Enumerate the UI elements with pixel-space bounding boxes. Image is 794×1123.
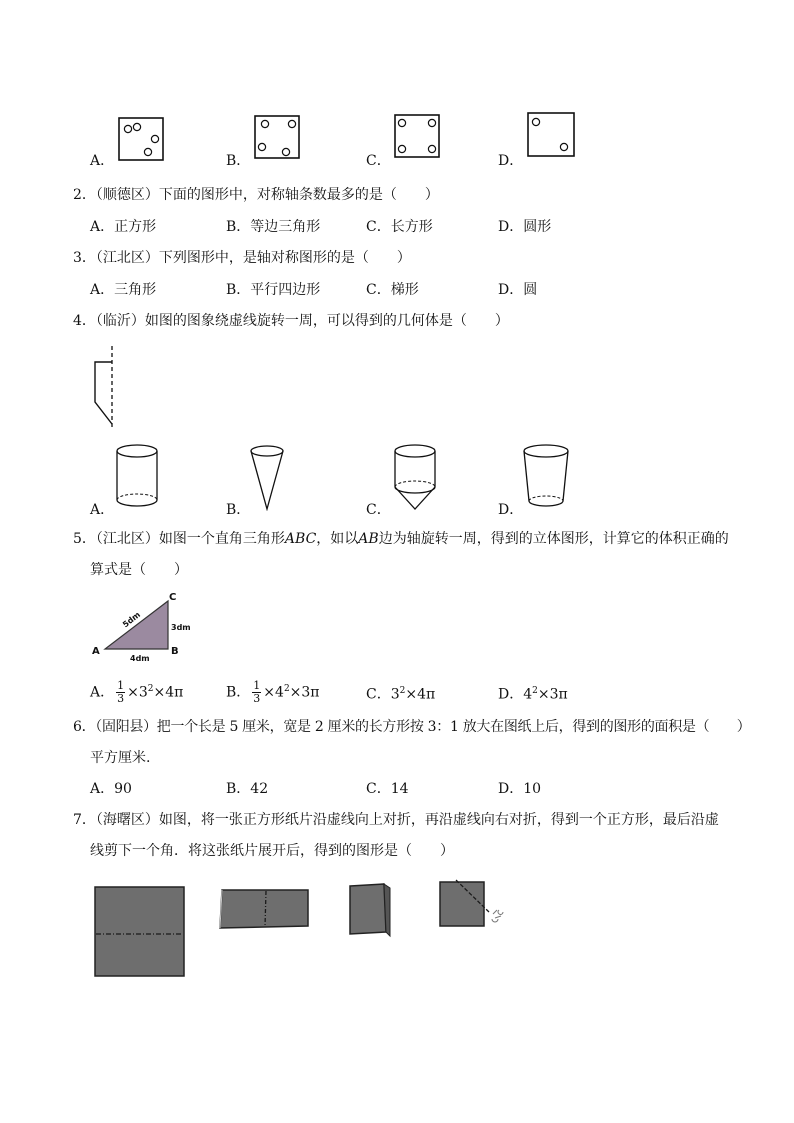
q6-stem-line2: 平方厘米. bbox=[90, 750, 151, 766]
fraction: $\frac{1}{3}$ bbox=[117, 679, 125, 706]
q2-option-c[interactable]: C．长方形 bbox=[366, 219, 433, 235]
q3-option-c[interactable]: C．梯形 bbox=[366, 282, 419, 298]
q2-option-a[interactable]: A．正方形 bbox=[90, 219, 157, 235]
q4-option-a-cylinder bbox=[114, 443, 160, 509]
q1-option-c[interactable]: C． bbox=[366, 153, 391, 169]
q7-step2-folded-up bbox=[218, 886, 312, 932]
q2-stem: 2．（顺德区）下面的图形中，对称轴条数最多的是（ ） bbox=[73, 187, 439, 203]
q5-option-d[interactable]: D．$4^2\times 3\pi$ bbox=[498, 686, 568, 703]
q2-option-b[interactable]: B．等边三角形 bbox=[226, 219, 321, 235]
q5-label-a: A bbox=[92, 646, 100, 657]
q5-right-triangle-figure bbox=[90, 588, 200, 666]
q1-option-d[interactable]: D． bbox=[498, 153, 524, 169]
q1-option-a-figure bbox=[118, 117, 164, 161]
q6-option-d[interactable]: D．10 bbox=[498, 781, 542, 797]
q4-option-d[interactable]: D． bbox=[498, 502, 524, 518]
q5-label-c: C bbox=[169, 592, 177, 603]
q1-option-a[interactable]: A． bbox=[90, 153, 115, 169]
q6-option-c[interactable]: C．14 bbox=[366, 781, 409, 797]
q3-option-b[interactable]: B．平行四边形 bbox=[226, 282, 321, 298]
q4-option-b[interactable]: B． bbox=[226, 502, 251, 518]
q3-stem: 3．（江北区）下列图形中，是轴对称图形的是（ ） bbox=[73, 250, 411, 266]
q4-option-b-cone bbox=[249, 443, 285, 511]
q7-step1-square-paper bbox=[94, 886, 186, 978]
q7-stem: 7．（海曙区）如图，将一张正方形纸片沿虚线向上对折，再沿虚线向右对折，得到一个正方形，最后沿虚 bbox=[73, 812, 719, 828]
q5-stem: 5．（江北区）如图一个直角三角形ABC，如以AB边为轴旋转一周，得到的立体图形，计算它的体积正确的 bbox=[73, 531, 729, 547]
fraction: $\frac{1}{3}$ bbox=[253, 679, 261, 706]
q1-option-d-figure bbox=[527, 112, 575, 158]
q1-option-b[interactable]: B． bbox=[226, 153, 251, 169]
q1-option-c-figure bbox=[394, 114, 440, 158]
q5-option-b[interactable]: B． $\frac{1}{3}$ $\times 4^2\times 3\pi$ bbox=[226, 679, 320, 706]
q5-stem-line2: 算式是（ ） bbox=[90, 562, 188, 578]
q1-option-b-figure bbox=[254, 115, 300, 159]
q7-stem-line2: 线剪下一个角．将这张纸片展开后，得到的图形是（ ） bbox=[90, 843, 454, 859]
q7-step3-folded-right bbox=[346, 882, 394, 940]
q5-option-c[interactable]: C．$3^2\times 4\pi$ bbox=[366, 686, 436, 703]
q5-label-b: B bbox=[171, 646, 179, 657]
q4-option-c-cylinder-cone bbox=[390, 443, 440, 515]
q5-option-a[interactable]: A． $\frac{1}{3}$ $\times 3^2\times 4\pi$ bbox=[90, 679, 184, 706]
q5-label-vertical: 3dm bbox=[171, 623, 191, 632]
q3-option-a[interactable]: A．三角形 bbox=[90, 282, 157, 298]
q6-option-a[interactable]: A．90 bbox=[90, 781, 132, 797]
q4-rotation-figure bbox=[86, 344, 118, 430]
q2-option-d[interactable]: D．圆形 bbox=[498, 219, 552, 235]
q7-step4-cut-corner bbox=[437, 878, 509, 940]
q4-option-c[interactable]: C． bbox=[366, 502, 391, 518]
q5-label-hypotenuse: 5dm bbox=[121, 610, 143, 630]
q4-option-a[interactable]: A． bbox=[90, 502, 115, 518]
q6-stem: 6．（固阳县）把一个长是 5 厘米，宽是 2 厘米的长方形按 3：1 放大在图纸上后，得到的图形的面积是（ ） bbox=[73, 719, 751, 735]
q6-option-b[interactable]: B．42 bbox=[226, 781, 269, 797]
q3-option-d[interactable]: D．圆 bbox=[498, 282, 538, 298]
q4-option-d-frustum bbox=[521, 443, 571, 511]
q4-stem: 4．（临沂）如图的图象绕虚线旋转一周，可以得到的几何体是（ ） bbox=[73, 313, 509, 329]
q5-label-base: 4dm bbox=[130, 654, 150, 663]
